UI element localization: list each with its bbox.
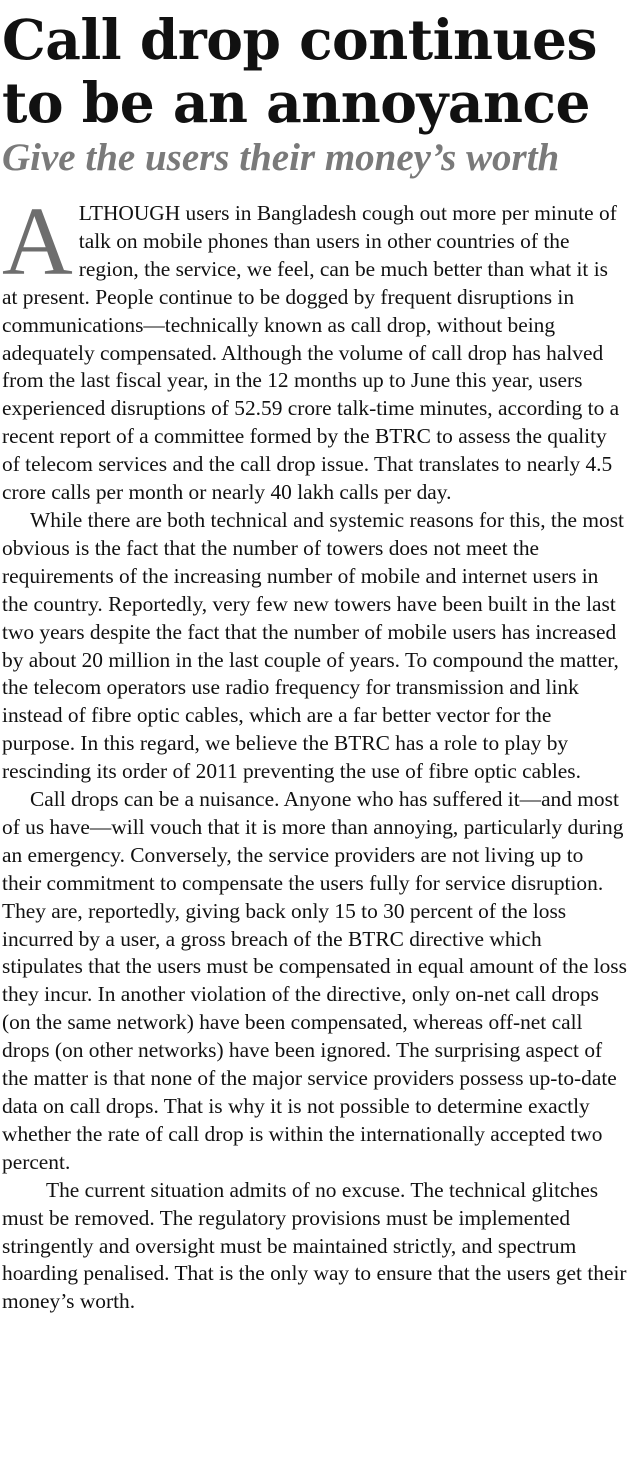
paragraph-2: While there are both technical and systemic reasons for this, the most obvious is the fact that the number of towers does not meet the requirements of the increasing number of mobile and internet users in the country. Reportedly, very few new towers have been built in the last two years despite the fact that the number of mobile users has increased by about 20 million in the last couple of years. To compound the matter, the telecom operators use radio frequency for transmission and link instead of fibre optic cables, which are a far better vector for the purpose. In this regard, we believe the BTRC has a role to play by rescinding its order of 2011 preventing the use of fibre optic cables. [2,507,624,784]
drop-cap: A [2,188,73,296]
paragraph-4: The current situation admits of no excuse. The technical glitches must be removed. The regulatory provisions must be implemented stringently and oversight must be maintained strictly, and spectrum hoarding penalised. That is the only way to ensure that the users get their money’s worth. [2,1177,627,1314]
paragraph-1-text: LTHOUGH users in Bangladesh cough out more per minute of talk on mobile phones than users in other countries of the region, the service, we feel, can be much better than what it is at present. People continue to be dogged by frequent disruptions in communications—technically known as call drop, without being adequately compensated. Although the volume of call drop has halved from the last fiscal year, in the 12 months up to June this year, users experienced disruptions of 52.59 crore talk-time minutes, according to a recent report of a committee formed by the BTRC to assess the quality of telecom services and the call drop issue. That translates to nearly 4.5 crore calls per month or nearly 40 lakh calls per day. [2,201,620,505]
paragraph-1 [2,188,627,507]
headline-line-2: to be an annoyance [2,70,590,135]
headline [0,0,629,134]
article-body [2,188,627,1316]
paragraph-3: Call drops can be a nuisance. Anyone who has suffered it—and most of us have—will vouch that it is more than annoying, particularly during an emergency. Conversely, the service providers are not living up to their commitment to compensate the users fully for service disruption. They are, reportedly, giving back only 15 to 30 percent of the loss incurred by a user, a gross breach of the BTRC directive which stipulates that the users must be compensated in equal amount of the loss they incur. In another violation of the directive, only on-net call drops (on the same network) have been compensated, whereas off-net call drops (on other networks) have been ignored. The surprising aspect of the matter is that none of the major service providers possess up-to-date data on call drops. That is why it is not possible to determine exactly whether the rate of call drop is within the internationally accepted two percent. [2,787,627,1174]
headline-line-1: Call drop continues [2,7,597,72]
subheadline: Give the users their money’s worth [2,136,560,179]
